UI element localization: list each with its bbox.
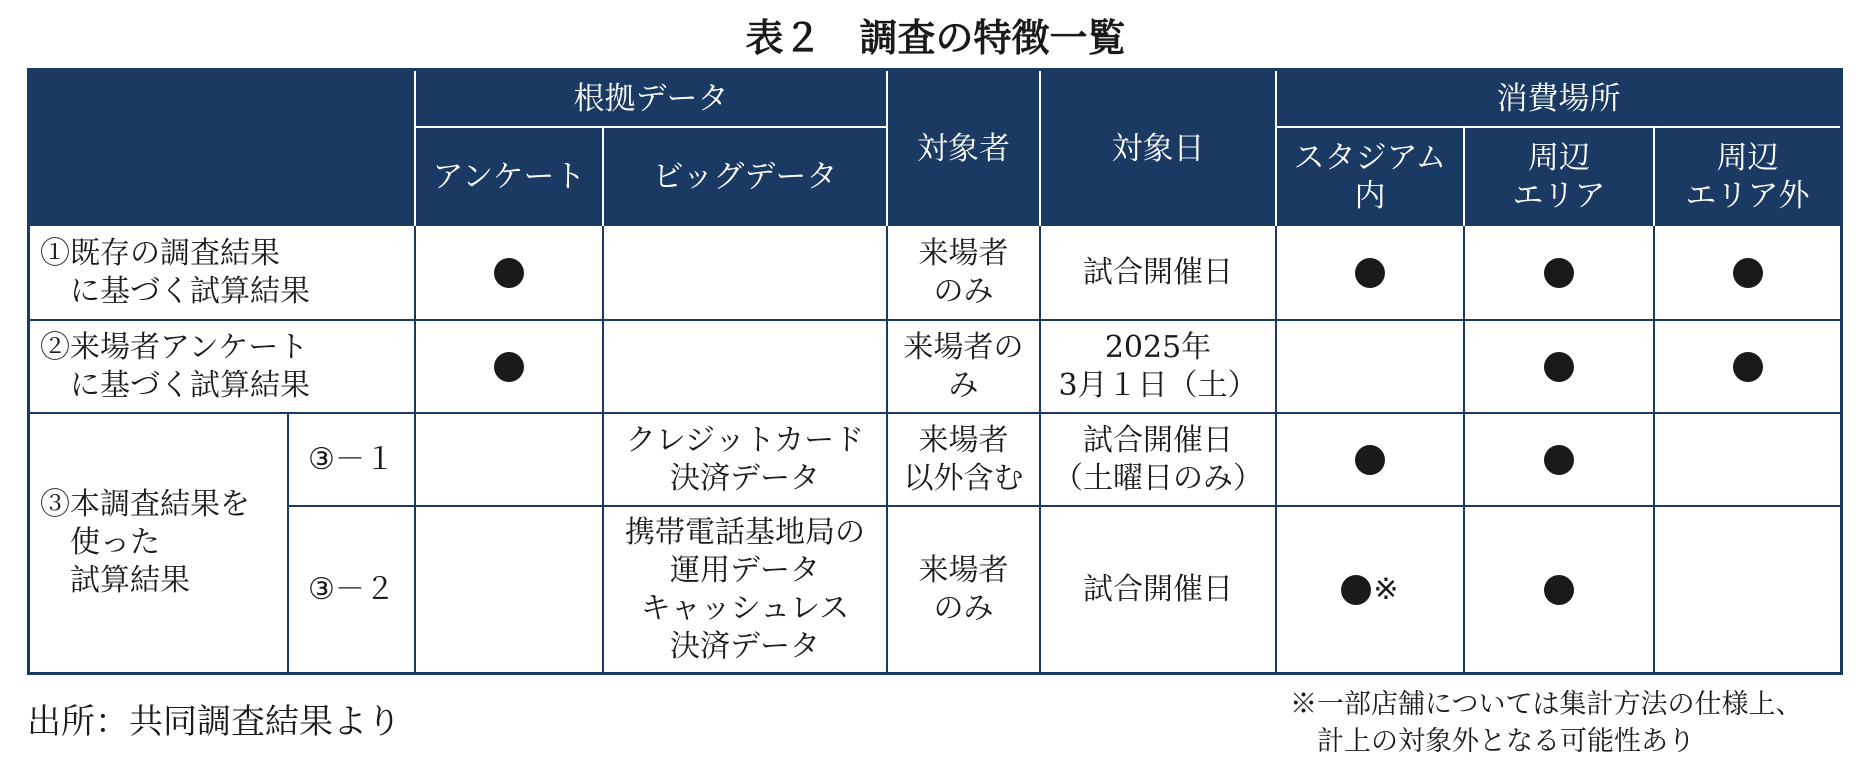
header-subject: 対象者 — [888, 71, 1039, 226]
row3-2-subject: 来場者 のみ — [918, 552, 1009, 626]
filled-circle-mark — [1733, 258, 1763, 288]
header-survey: アンケート — [416, 128, 602, 226]
row3-1-target-day: 試合開催日 （土曜日のみ） — [1053, 422, 1263, 496]
row3-1-stadium-mark — [1277, 414, 1463, 505]
footnote: ※一部店舗については集計方法の仕様上、 計上の対象外となる可能性あり — [1290, 689, 1803, 757]
feature-table — [27, 68, 1843, 675]
row3-2-target-day: 試合開催日 — [1083, 571, 1233, 607]
filled-circle-mark — [1544, 258, 1574, 288]
filled-circle-mark — [1355, 445, 1385, 475]
row3-2-stadium-mark — [1277, 507, 1463, 672]
row1-survey-mark — [416, 226, 602, 319]
row3-1-subject: 来場者 以外含む — [903, 422, 1024, 496]
footnote-mark: ※ — [1373, 571, 1399, 607]
row2-area-mark — [1465, 321, 1653, 412]
filled-circle-mark — [1733, 352, 1763, 382]
row1-stadium-mark — [1277, 226, 1463, 319]
row2-outside-mark — [1655, 321, 1840, 412]
row3-label: ③本調査結果を 使った 試算結果 — [40, 487, 250, 598]
row1-outside-mark — [1655, 226, 1840, 319]
header-outside-area: 周辺 エリア外 — [1655, 128, 1840, 226]
row3-1-sublabel: ③－１ — [308, 441, 395, 477]
filled-circle-mark — [1544, 445, 1574, 475]
header-target-day: 対象日 — [1041, 71, 1275, 226]
row1-label: ①既存の調査結果 に基づく試算結果 — [40, 235, 310, 309]
row2-subject: 来場者の み — [903, 329, 1024, 403]
row1-target-day: 試合開催日 — [1083, 254, 1233, 290]
row2-label: ②来場者アンケート に基づく試算結果 — [40, 329, 310, 403]
source-note: 出所：共同調査結果より — [27, 702, 401, 742]
header-surrounding-area: 周辺 エリア — [1465, 128, 1653, 226]
filled-circle-mark — [1544, 352, 1574, 382]
filled-circle-mark — [494, 258, 524, 288]
row3-1-area-mark — [1465, 414, 1653, 505]
row1-area-mark — [1465, 226, 1653, 319]
filled-circle-mark — [1355, 258, 1385, 288]
row3-2-big-data: 携帯電話基地局の 運用データ キャッシュレス 決済データ — [625, 514, 865, 664]
row2-survey-mark — [416, 321, 602, 412]
header-stadium: スタジアム 内 — [1277, 128, 1463, 226]
header-big-data: ビッグデータ — [604, 128, 886, 226]
row3-1-big-data: クレジットカード 決済データ — [625, 422, 865, 496]
row3-2-sublabel: ③－２ — [308, 571, 395, 607]
header-basis-data: 根拠データ — [416, 71, 886, 126]
filled-circle-mark — [494, 352, 524, 382]
table-title: 表２ 調査の特徴一覧 — [745, 16, 1126, 60]
row1-subject: 来場者 のみ — [918, 235, 1009, 309]
row3-2-area-mark — [1465, 507, 1653, 672]
row2-target-day: 2025年 3月１日（土） — [1058, 329, 1258, 403]
header-consumption-place: 消費場所 — [1277, 71, 1840, 126]
filled-circle-mark — [1544, 575, 1574, 605]
filled-circle-mark — [1341, 575, 1371, 605]
